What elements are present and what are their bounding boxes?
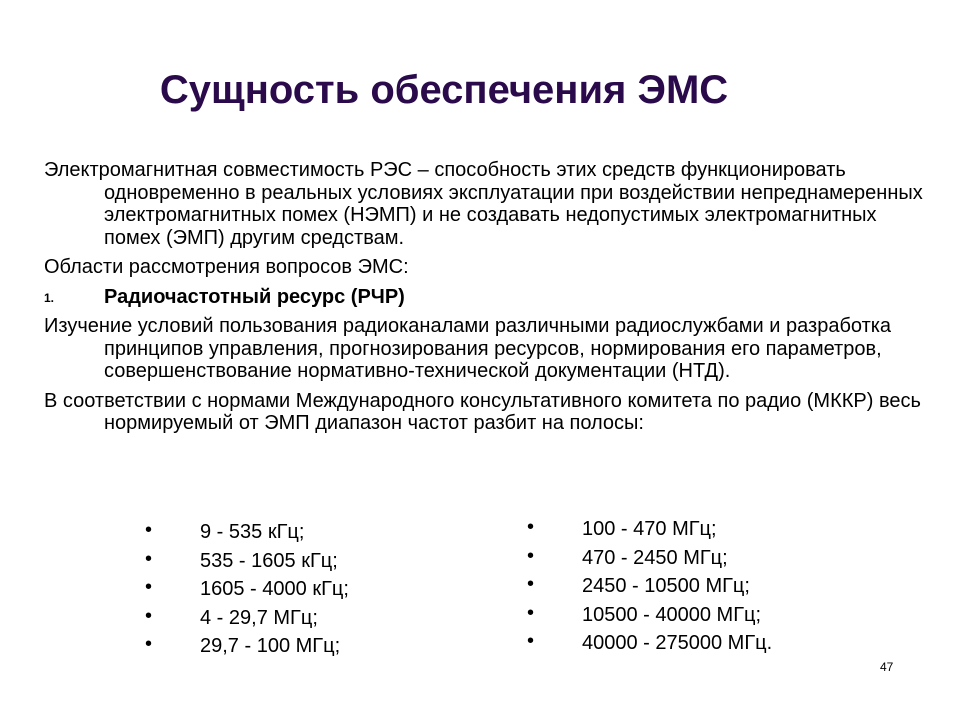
- bullet-icon: •: [527, 630, 535, 652]
- bullet-icon: •: [527, 544, 535, 567]
- slide-title: Сущность обеспечения ЭМС: [159, 68, 729, 112]
- band-label: 2450 - 10500 МГц;: [582, 575, 750, 597]
- slide-body: [44, 159, 924, 442]
- bullet-icon: •: [145, 633, 153, 655]
- numbered-item-rfr: [44, 286, 924, 309]
- bullet-icon: •: [145, 547, 153, 570]
- ccir-bands-paragraph: В соответствии с нормами Международного консультативного комитета по радио (МККР) весь нормируемый от ЭМП диапазон частот разбит на полосы:: [44, 389, 921, 434]
- study-conditions-paragraph: Изучение условий пользования радиоканалами различными радиослужбами и разработка принципов управления, прогнозирования ресурсов, нормирования его параметров, совершенствование нормативно-технической документации (НТД).: [44, 315, 892, 382]
- bullet-icon: •: [145, 604, 153, 627]
- bullet-icon: •: [145, 576, 153, 598]
- bullet-icon: •: [527, 601, 535, 624]
- emc-definition-paragraph: Электромагнитная совместимость РЭС – способность этих средств функционировать одновременно в реальных условиях эксплуатации при воздействии непреднамеренных электромагнитных помех (НЭМП) и не создавать недопустимых электромагнитных помех (ЭМП) другим средствам.: [44, 159, 923, 249]
- bullet-icon: •: [145, 519, 153, 541]
- band-label: 9 - 535 кГц;: [200, 521, 305, 543]
- band-label: 470 - 2450 МГц;: [582, 546, 728, 569]
- band-label: 29,7 - 100 МГц;: [200, 635, 341, 657]
- numbered-item-label: Радиочастотный ресурс (РЧР): [104, 285, 405, 308]
- areas-intro-paragraph: Области рассмотрения вопросов ЭМС:: [44, 256, 409, 278]
- band-label: 100 - 470 МГц;: [582, 518, 717, 540]
- band-label: 40000 - 275000 МГц.: [582, 632, 773, 654]
- band-label: 4 - 29,7 МГц;: [200, 606, 318, 629]
- band-label: 535 - 1605 кГц;: [200, 549, 338, 572]
- bullet-icon: •: [527, 573, 535, 595]
- page-number: 47: [880, 660, 894, 674]
- band-label: 1605 - 4000 кГц;: [200, 578, 349, 600]
- bullet-icon: •: [527, 516, 535, 538]
- list-number: 1.: [44, 290, 55, 305]
- band-label: 10500 - 40000 МГц;: [582, 603, 762, 626]
